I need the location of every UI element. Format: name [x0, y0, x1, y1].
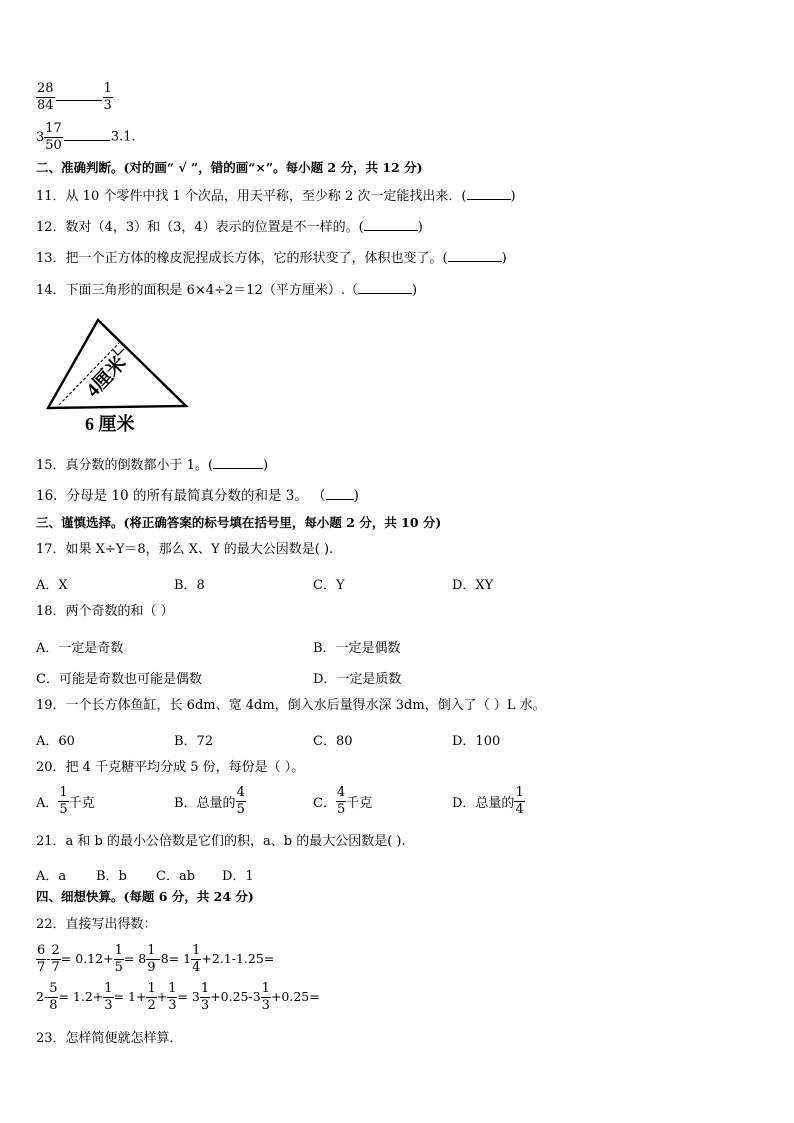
- section-3-heading: 三、谨慎选择。(将正确答案的标号填在括号里，每小题 2 分，共 10 分): [36, 515, 442, 530]
- triangle-figure: [40, 312, 200, 440]
- answer-blank[interactable]: [448, 261, 502, 262]
- q18-option-a[interactable]: A．一定是奇数: [36, 641, 124, 656]
- fraction: $\frac{6}{7}$: [37, 943, 46, 975]
- q20-option-d[interactable]: D．总量的 $\frac{1}{4}$: [452, 785, 524, 817]
- q20-option-b[interactable]: B．总量的 $\frac{4}{5}$: [174, 785, 245, 817]
- q21-option-c[interactable]: C．ab: [156, 869, 196, 884]
- question-16: 16．分母是 10 的所有最简真分数的和是 3。 （ ): [36, 488, 359, 504]
- compare-row-1: [36, 82, 113, 112]
- q18-option-b[interactable]: B．一定是偶数: [313, 641, 401, 656]
- fraction: $\frac{1}{4}$: [192, 943, 201, 975]
- answer-blank[interactable]: [326, 499, 354, 500]
- q21-option-a[interactable]: A．a: [36, 869, 67, 884]
- height-label: 4厘米: [82, 352, 131, 402]
- q21-option-b[interactable]: B．b: [96, 869, 127, 884]
- fraction: $\frac{5}{8}$: [49, 981, 58, 1013]
- fraction: $\frac{1}{3}$: [261, 981, 270, 1013]
- question-14: 14．下面三角形的面积是 6×4÷2＝12（平方厘米）.（ ): [36, 283, 418, 298]
- answer-blank[interactable]: [467, 199, 511, 200]
- q18-option-c[interactable]: C．可能是奇数也可能是偶数: [36, 672, 202, 687]
- question-19: 19．一个长方体鱼缸，长 6dm、宽 4dm，倒入水后量得水深 3dm，倒入了（ ）L 水。: [36, 698, 546, 713]
- base-label: 6 厘米: [85, 414, 135, 434]
- question-17: 17．如果 X÷Y＝8，那么 X、Y 的最大公因数是( ).: [36, 542, 334, 557]
- fraction: $\frac{2}{7}$: [51, 943, 60, 975]
- q17-option-c[interactable]: C．Y: [313, 578, 345, 593]
- answer-blank[interactable]: [358, 293, 412, 294]
- question-20: 20．把 4 千克糖平均分成 5 份，每份是（ ）。: [36, 760, 305, 775]
- fraction: $\frac{1}{3}$: [103, 81, 112, 113]
- mixed-number: 3 $\frac{17}{50}$: [36, 121, 62, 153]
- q17-option-b[interactable]: B．8: [174, 578, 205, 593]
- q17-option-d[interactable]: D．XY: [452, 578, 494, 593]
- q21-option-d[interactable]: D．1: [222, 869, 254, 884]
- q20-option-a[interactable]: A． $\frac{1}{5}$ 千克: [36, 785, 95, 817]
- q20-option-c[interactable]: C． $\frac{4}{5}$ 千克: [313, 785, 373, 817]
- fraction: $\frac{1}{5}$: [114, 943, 123, 975]
- fraction: $\frac{1}{2}$: [147, 981, 156, 1013]
- fraction: $\frac{1}{9}$: [147, 943, 156, 975]
- answer-blank[interactable]: [64, 140, 110, 141]
- math-expressions-row-1: $\frac{6}{7}$ - $\frac{2}{7}$ = 0.12+ $\frac{1}{5}$ = 8 $\frac{1}{9}$ -8= 1 $\frac{1}{4}$ +2.1-1.25=: [37, 943, 275, 975]
- question-11: 11．从 10 个零件中找 1 个次品，用天平称，至少称 2 次一定能找出来．( ): [36, 189, 516, 204]
- question-22: 22．直接写出得数：: [36, 917, 157, 932]
- fraction: $\frac{28}{84}$: [37, 81, 54, 113]
- math-expressions-row-2: 2- $\frac{5}{8}$ = 1.2+ $\frac{1}{3}$ = 1+ $\frac{1}{2}$ + $\frac{1}{3}$ = 3 $\frac{1}{3}$ +0.25-3 $\frac{1}{3}$ +0.25=: [36, 981, 320, 1013]
- answer-blank[interactable]: [213, 468, 263, 469]
- fraction: $\frac{1}{3}$: [168, 981, 177, 1013]
- q18-option-d[interactable]: D．一定是质数: [313, 672, 402, 687]
- question-18: 18．两个奇数的和（ ）: [36, 604, 174, 619]
- q19-option-d[interactable]: D．100: [452, 734, 501, 749]
- answer-blank[interactable]: [364, 230, 418, 231]
- question-12: 12．数对（4，3）和（3，4）表示的位置是不一样的。( ): [36, 220, 423, 235]
- section-4-heading: 四、细想快算。(每题 6 分，共 24 分): [36, 889, 254, 904]
- q19-option-a[interactable]: A．60: [36, 734, 75, 749]
- question-23: 23．怎样简便就怎样算．: [36, 1031, 183, 1046]
- fraction: $\frac{1}{3}$: [104, 981, 113, 1013]
- q19-option-c[interactable]: C．80: [313, 734, 353, 749]
- question-15: 15．真分数的倒数都小于 1。( ): [36, 458, 269, 473]
- compare-row-2: 3 $\frac{17}{50}$ 3.1.: [36, 121, 136, 153]
- question-21: 21．a 和 b 的最小公倍数是它们的积，a、b 的最大公因数是( ).: [36, 834, 406, 849]
- answer-blank[interactable]: [56, 100, 102, 101]
- q17-option-a[interactable]: A．X: [36, 578, 68, 593]
- q19-option-b[interactable]: B．72: [174, 734, 214, 749]
- question-13: 13．把一个正方体的橡皮泥捏成长方体，它的形状变了，体积也变了。( ): [36, 251, 507, 266]
- section-2-heading: 二、准确判断。(对的画“ √ ”，错的画“×”。每小题 2 分，共 12 分): [36, 160, 423, 175]
- fraction: $\frac{1}{3}$: [200, 981, 210, 1013]
